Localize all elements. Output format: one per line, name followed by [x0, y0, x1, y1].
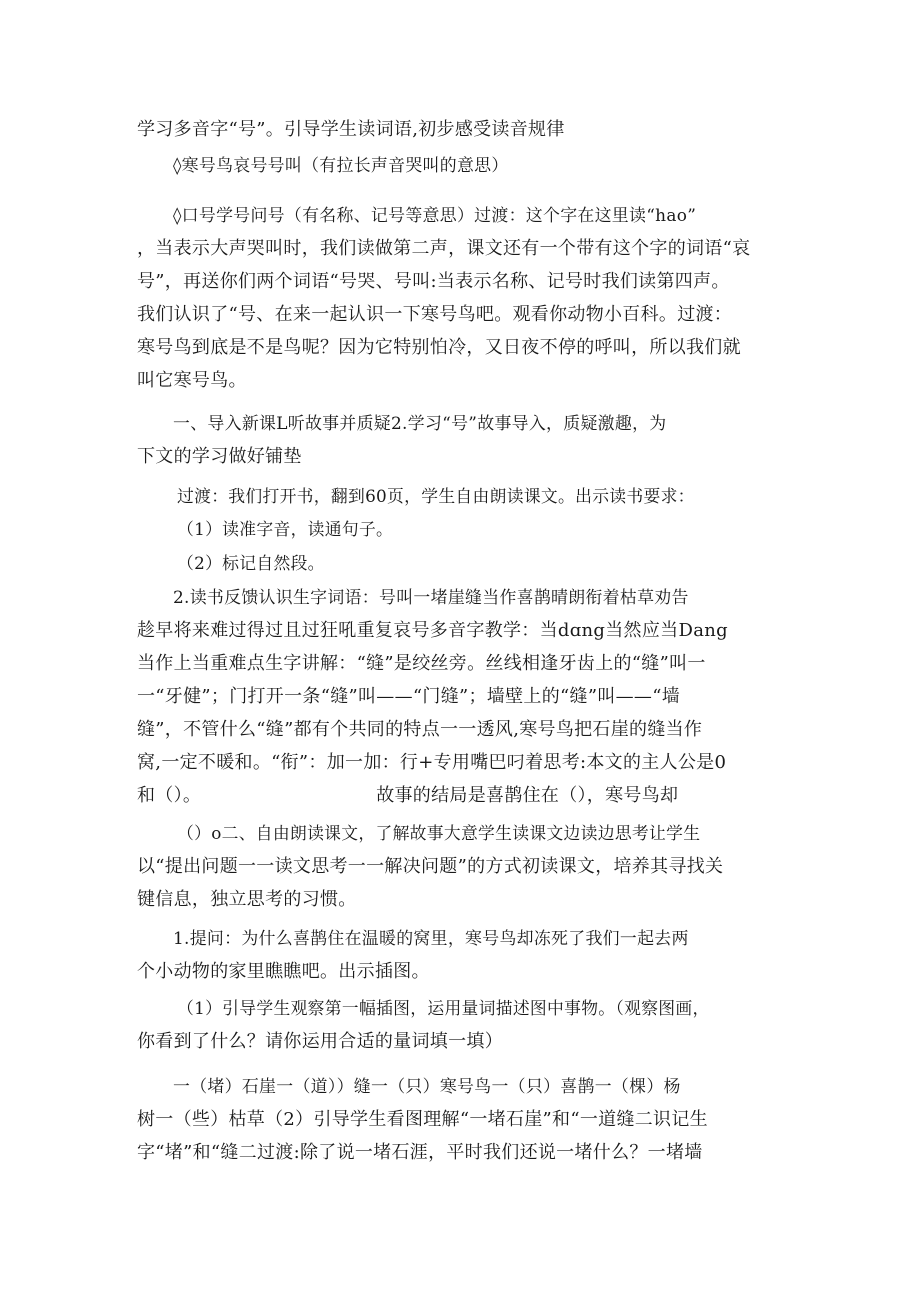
- text-line: （）o二、自由朗读课文，了解故事大意学生读课文边读边思考让学生: [177, 823, 701, 843]
- text-line: （2）标记自然段。: [177, 553, 325, 573]
- paragraph-requirement-2: [137, 547, 793, 580]
- text-line: 一“牙健”；门打开一条“缝”叫——“门缝”；墙壁上的“缝”叫——“墙: [137, 686, 681, 707]
- paragraph-section-two: [137, 817, 793, 916]
- paragraph-question: [137, 922, 793, 988]
- text-line: 键信息，独立思考的习惯。: [137, 889, 357, 910]
- text-line: 趁早将来难过得过且过狂吼重复哀号多音字教学：当dɑng当然应当Dang: [137, 620, 728, 641]
- paragraph-transition-reading: [137, 480, 793, 513]
- text-line: 一（堵）石崖一（道））缝一（只）寒号鸟一（只）喜鹊一（棵）杨: [173, 1076, 681, 1096]
- text-line: ◊寒号鸟哀号号叫（有拉长声音哭叫的意思）: [173, 155, 509, 175]
- text-line: [137, 779, 793, 812]
- text-line: 寒号鸟到底是不是鸟呢？因为它特别怕冷，又日夜不停的呼叫，所以我们就: [137, 337, 741, 358]
- text-line: 以“提出问题一一读文思考一一解决问题”的方式初读课文，培养其寻找关: [137, 856, 724, 877]
- paragraph-observe-picture: [137, 992, 793, 1058]
- text-line: 窝,一定不暖和。“衔”：加一加：行+专用嘴巴叼着思考:本文的主人公是0: [137, 752, 727, 773]
- text-fragment: 和（）。: [137, 785, 202, 806]
- text-line: 缝”，不管什么“缝”都有个共同的特点一一透风,寒号鸟把石崖的缝当作: [137, 719, 703, 740]
- paragraph-requirement-1: [137, 513, 793, 546]
- paragraph-hao-name: [137, 199, 793, 397]
- text-line: 当作上当重难点生字讲解：“缝”是绞丝旁。丝线相逢牙齿上的“缝”叫一: [137, 653, 706, 674]
- text-line: 一、导入新课L听故事并质疑2.学习“号”故事导入，质疑激趣，为: [173, 413, 667, 433]
- text-line: （1）读准字音，读通句子。: [177, 519, 394, 539]
- text-line: 1.提问：为什么喜鹊住在温暖的窝里，寒号鸟却冻死了我们一起去两: [173, 928, 689, 948]
- text-fragment: 故事的结局是喜鹊住在（），寒号鸟却: [376, 785, 679, 806]
- text-line: 你看到了什么？请你运用合适的量词填一填）: [137, 1031, 503, 1052]
- paragraph-hao-cry: [137, 149, 793, 182]
- paragraph-polyphonic-intro: [137, 113, 793, 146]
- text-line: 2.读书反馈认识生字词语：号叫一堵崖缝当作喜鹊晴朗衔着枯草劝告: [173, 587, 689, 607]
- text-line: ◊口号学号问号（有名称、记号等意思）过渡：这个字在这里读“hao”: [173, 205, 697, 225]
- text-line: 学习多音字“号”。引导学生读词语,初步感受读音规律: [137, 119, 565, 140]
- text-line: 下文的学习做好铺垫: [137, 446, 302, 467]
- text-line: 个小动物的家里瞧瞧吧。出示插图。: [137, 961, 430, 982]
- text-line: 我们认识了“号、在来一起认识一下寒号鸟吧。观看你动物小百科。过渡：: [137, 304, 733, 325]
- text-line: 号”，再送你们两个词语“号哭、号叫:当表示名称、记号时我们读第四声。: [137, 271, 730, 292]
- paragraph-section-one: [137, 407, 793, 473]
- paragraph-vocabulary-feedback: [137, 581, 793, 812]
- text-line: 字“堵”和“缝二过渡:除了说一堵石涯，平时我们还说一堵什么？一堵墙: [137, 1142, 703, 1163]
- paragraph-measure-words: [137, 1070, 793, 1169]
- text-line: （1）引导学生观察第一幅插图，运用量词描述图中事物。（观察图画，: [177, 998, 710, 1018]
- text-line: ，当表示大声哭叫时，我们读做第二声，课文还有一个带有这个字的词语“哀: [137, 238, 751, 259]
- text-line: 过渡：我们打开书，翻到60页，学生自由朗读课文。出示读书要求：: [177, 486, 695, 506]
- text-line: 叫它寒号鸟。: [137, 370, 247, 391]
- text-line: 树一（些）枯草（2）引导学生看图理解“一堵石崖”和“一道缝二识记生: [137, 1109, 708, 1130]
